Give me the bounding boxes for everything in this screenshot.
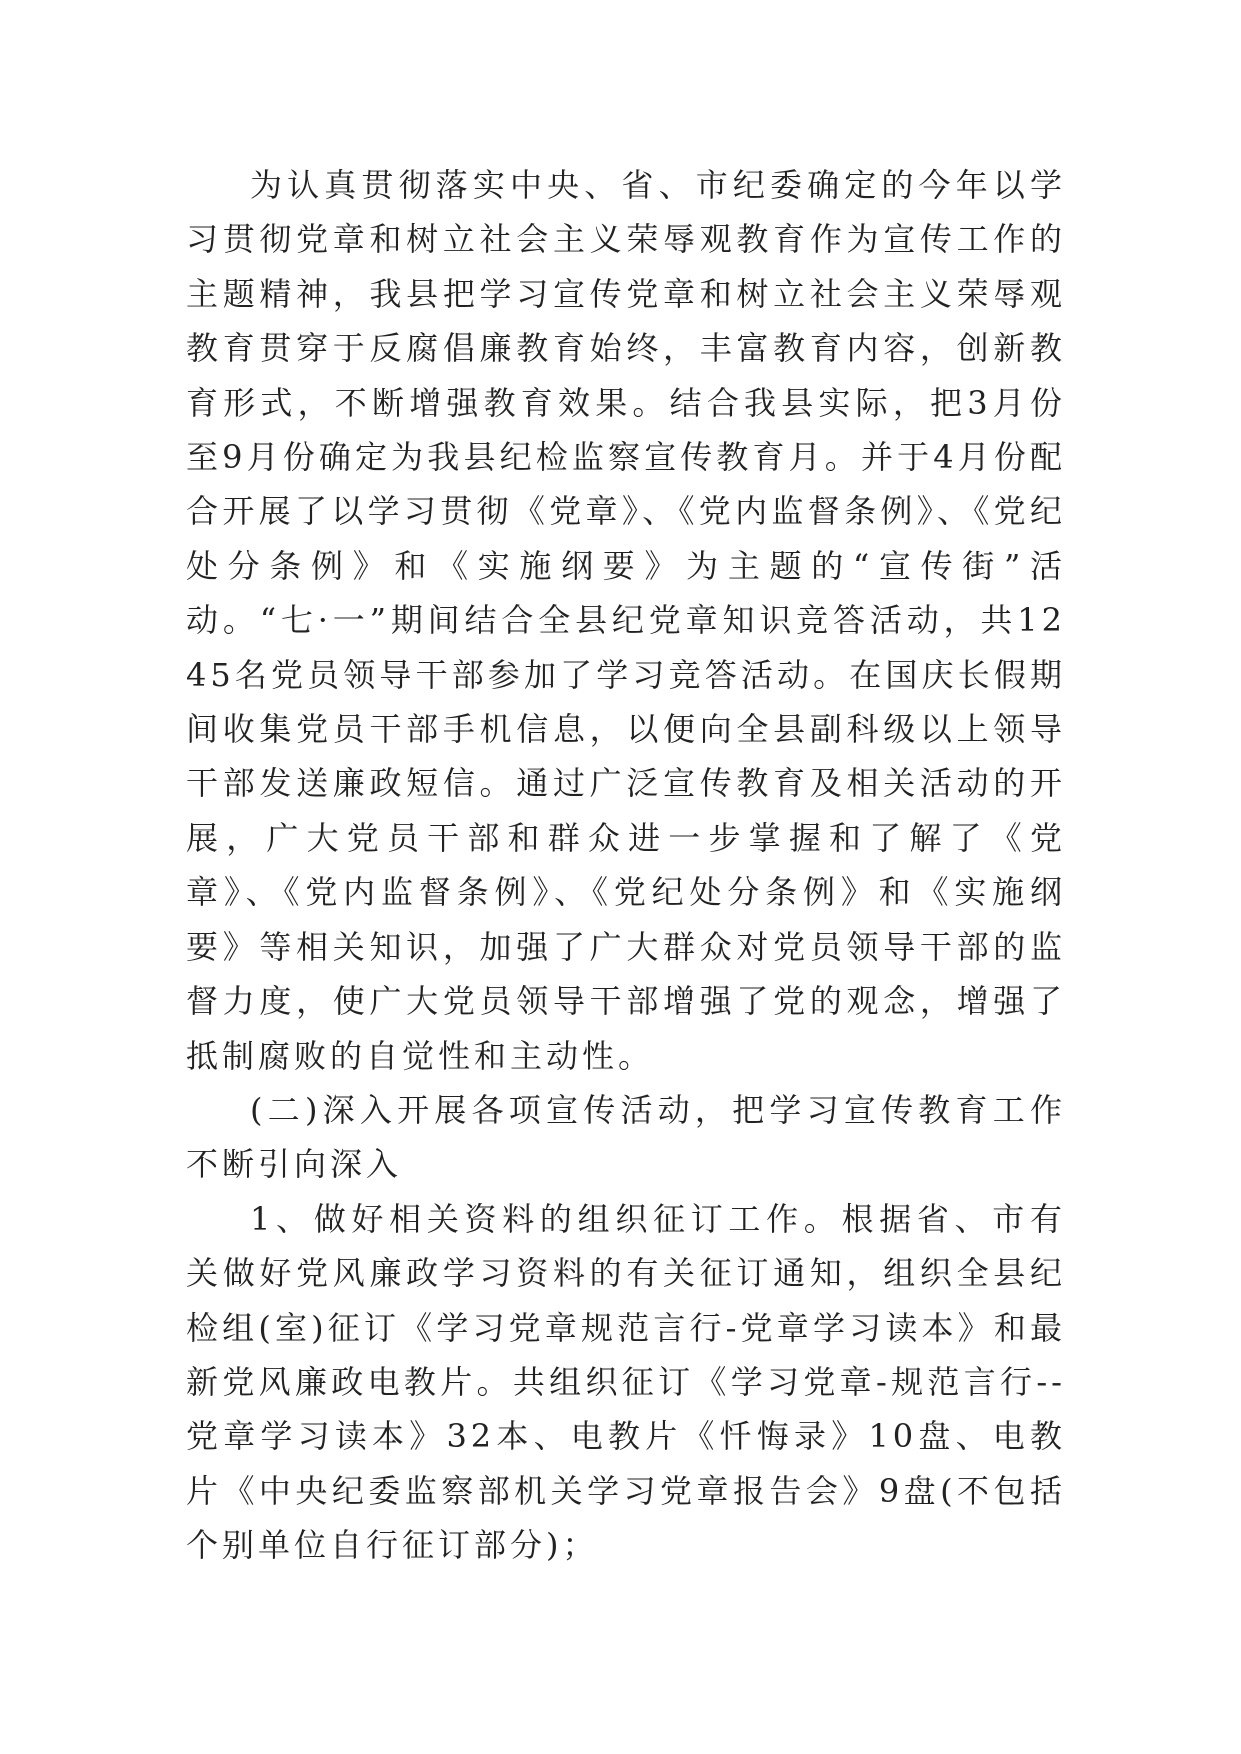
document-body [186,158,1066,1573]
paragraph-publicity-month: 为认真贯彻落实中央、省、市纪委确定的今年以学习贯彻党章和树立社会主义荣辱观教育作为宣传工作的主题精神，我县把学习宣传党章和树立社会主义荣辱观教育贯穿于反腐倡廉教育始终，丰富教育内容，创新教育形式，不断增强教育效果。结合我县实际，把3月份至9月份确定为我县纪检监察宣传教育月。并于4月份配合开展了以学习贯彻《党章》、《党内监督条例》、《党纪处分条例》和《实施纲要》为主题的“宣传街”活动。“七·一”期间结合全县纪党章知识竞答活动，共1245名党员领导干部参加了学习竞答活动。在国庆长假期间收集党员干部手机信息，以便向全县副科级以上领导干部发送廉政短信。通过广泛宣传教育及相关活动的开展，广大党员干部和群众进一步掌握和了解了《党章》、《党内监督条例》、《党纪处分条例》和《实施纲要》等相关知识，加强了广大群众对党员领导干部的监督力度，使广大党员领导干部增强了党的观念，增强了抵制腐败的自觉性和主动性。 [186,166,1066,1075]
paragraph-section-heading-2: (二)深入开展各项宣传活动，把学习宣传教育工作不断引向深入 [186,1090,1066,1184]
paragraph-materials-subscription: 1、做好相关资料的组织征订工作。根据省、市有关做好党风廉政学习资料的有关征订通知，组织全县纪检组(室)征订《学习党章规范言行-党章学习读本》和最新党风廉政电教片。共组织征订《学习党章-规范言行--党章学习读本》32本、电教片《忏悔录》10盘、电教片《中央纪委监察部机关学习党章报告会》9盘(不包括个别单位自行征订部分)； [186,1199,1066,1565]
